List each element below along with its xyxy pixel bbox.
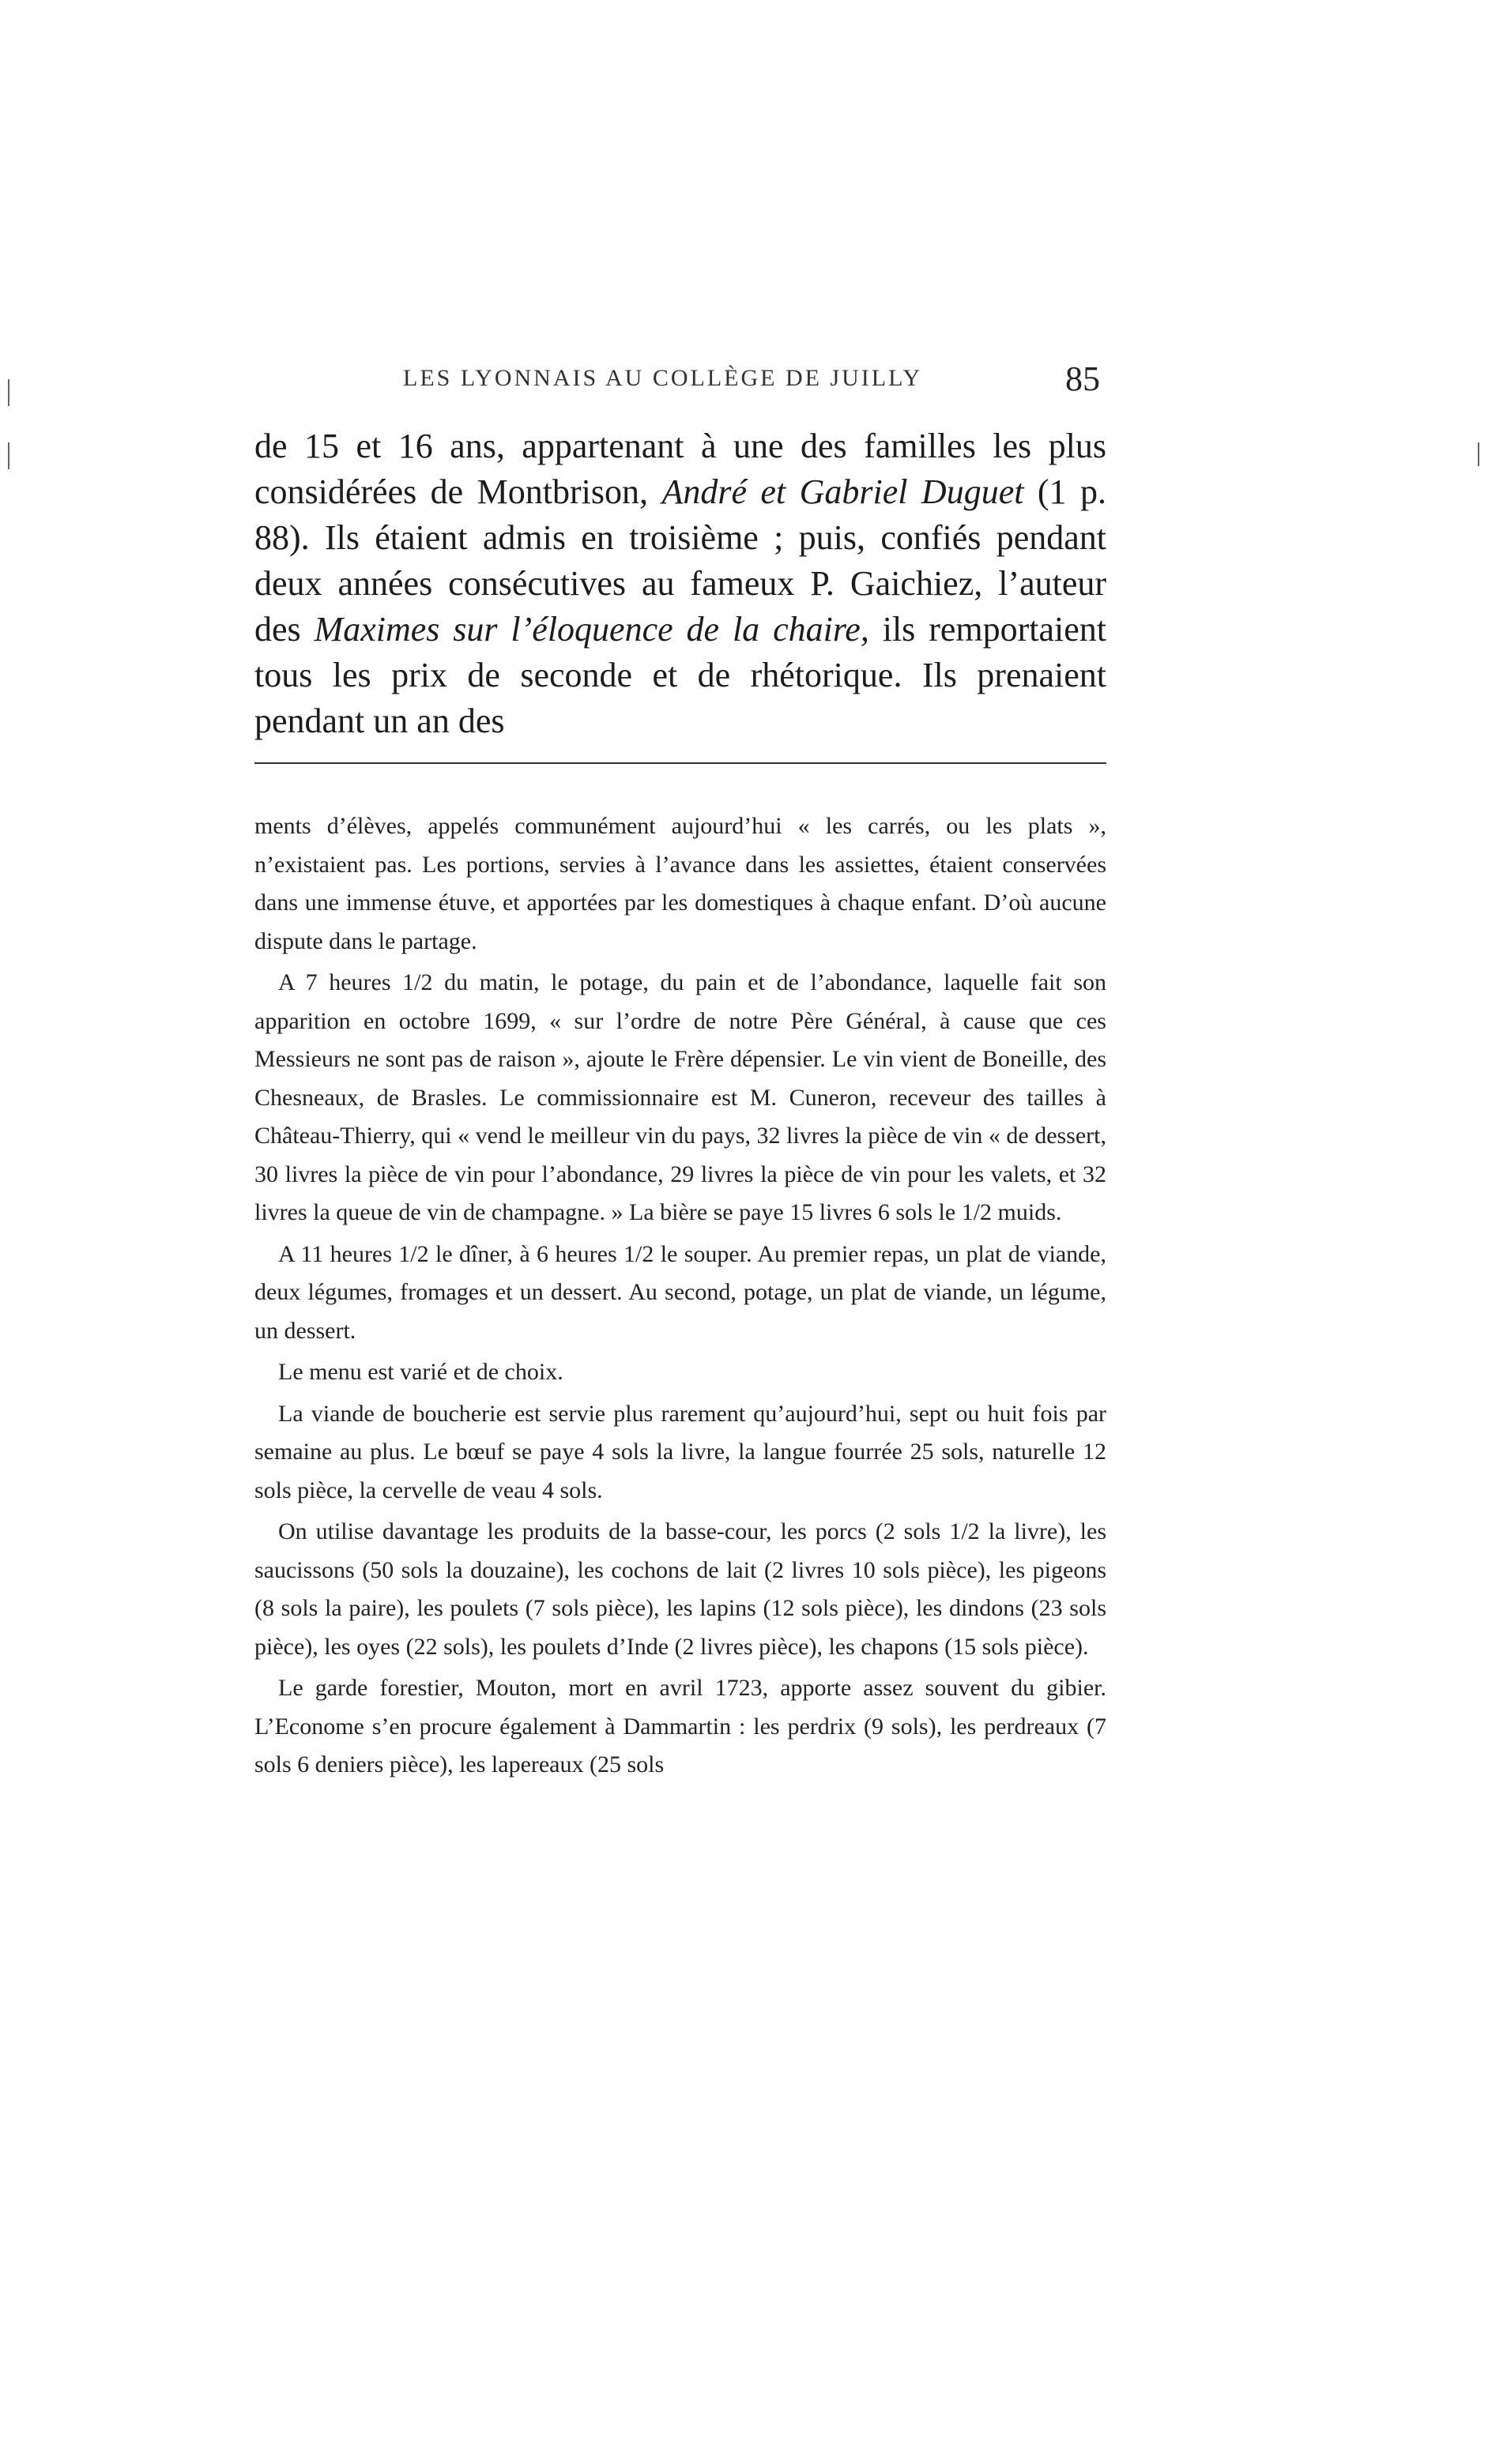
margin-mark	[8, 379, 9, 406]
running-title: LES LYONNAIS AU COLLÈGE DE JUILLY	[403, 365, 923, 391]
margin-mark	[8, 442, 9, 469]
footnote-paragraph: On utilise davantage les produits de la basse-cour, les porcs (2 sols 1/2 la livre), les saucissons (50 sols la douzaine), les cochons de lait (2 livres 10 sols pièce), les pigeons (8 sols la paire), les poulets (7 sols pièce), les lapins (12 sols pièce), les dindons (23 sols pièce), les oyes (22 sols), les poulets d’Inde (2 livres pièce), les chapons (15 sols pièce).	[254, 1518, 1106, 1660]
footnote-paragraph: A 11 heures 1/2 le dîner, à 6 heures 1/2 le souper. Au premier repas, un plat de viande, deux légumes, fromages et un dessert. Au second, potage, un plat de viande, un légume, un dessert.	[254, 1240, 1106, 1344]
person-names: André et Gabriel Duguet	[661, 472, 1024, 511]
main-text	[254, 423, 1106, 744]
footnote-separator	[254, 762, 1106, 764]
page-number: 85	[1065, 359, 1100, 398]
footnote-paragraph: La viande de boucherie est servie plus rarement qu’aujourd’hui, sept ou huit fois par semaine au plus. Le bœuf se paye 4 sols la livre, la langue fourrée 25 sols, naturelle 12 sols pièce, la cervelle de veau 4 sols.	[254, 1400, 1106, 1503]
main-paragraph	[254, 423, 1106, 744]
margin-mark	[1478, 442, 1479, 466]
footnote	[254, 807, 1106, 1785]
footnote-paragraph: Le garde forestier, Mouton, mort en avril 1723, apporte assez souvent du gibier. L’Econome s’en procure également à Dammartin : les perdrix (9 sols), les perdreaux (7 sols 6 deniers pièce), les lapereaux (25 sols	[254, 1675, 1106, 1777]
footnote-paragraph: A 7 heures 1/2 du matin, le potage, du pain et de l’abondance, laquelle fait son apparition en octobre 1699, « sur l’ordre de notre Père Général, à cause que ces Messieurs ne sont pas de raison », ajoute le Frère dépensier. Le vin vient de Boneille, des Chesneaux, de Brasles. Le commissionnaire est M. Cuneron, receveur des tailles à Château-Thierry, qui « vend le meilleur vin du pays, 32 livres la pièce de vin « de dessert, 30 livres la pièce de vin pour l’abondance, 29 livres la pièce de vin pour les valets, et 32 livres la queue de vin de champagne. » La bière se paye 15 livres 6 sols le 1/2 muids.	[254, 969, 1106, 1225]
main-text-segment: (1 p. 88). Ils étaient admis en troisième ; puis, confiés pendant deux années consécutives au fameux P. Gaichiez, l’auteur des	[254, 472, 1106, 649]
footnote-paragraph: Le menu est varié et de choix.	[278, 1359, 563, 1385]
footnote-paragraph: ments d’élèves, appelés communément aujourd’hui « les carrés, ou les plats », n’existaient pas. Les portions, servies à l’avance dans les assiettes, étaient conservées dans une immense étuve, et apportées par les domestiques à chaque enfant. D’où aucune dispute dans le partage.	[254, 813, 1106, 954]
book-title: Maximes sur l’éloquence de la chaire,	[314, 610, 869, 649]
main-text-segment: de 15 et 16 ans, appartenant à une des familles les plus considérées de Montbrison,	[254, 427, 1106, 511]
main-text-segment: ils remportaient tous les prix de seconde et de rhétorique. Ils prenaient pendant un an des	[254, 610, 1106, 740]
